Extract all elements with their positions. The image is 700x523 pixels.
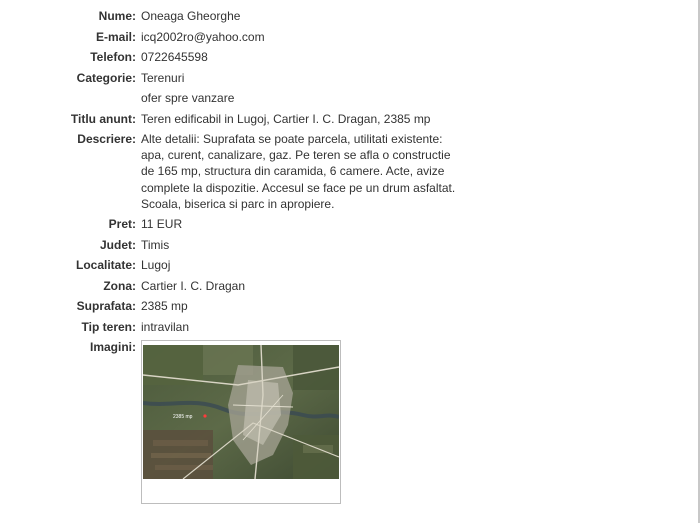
field-row-offer-type [0,90,463,107]
field-row-land-type [0,319,463,336]
field-row-county [0,237,463,254]
field-label-email: E-mail: [95,29,136,44]
field-row-images [0,339,463,504]
field-label-surface: Suprafata: [76,299,136,314]
field-row-description [0,131,463,212]
map-caption: 2385 mp [173,414,193,421]
field-label-zone: Zona: [103,278,136,293]
field-label-name: Nume: [98,9,136,23]
field-value-zone: Cartier I. C. Dragan [141,278,246,293]
field-value-surface: 2385 mp [141,299,188,314]
field-label-phone: Telefon: [90,50,136,64]
field-label-title: Titlu anunt: [70,111,136,126]
field-row-price [0,216,463,233]
field-label-description: Descriere: [77,132,136,146]
field-row-title [0,111,463,128]
field-label-county: Judet: [100,237,136,252]
field-label-images: Imagini: [89,340,136,355]
field-value-name: Oneaga Gheorghe [141,9,241,23]
field-value-title: Teren edificabil in Lugoj, Cartier I. C. Dragan, 2385 mp [141,111,431,126]
field-row-surface [0,298,463,315]
field-row-category [0,70,463,87]
field-value-offer-type: ofer spre vanzare [141,91,235,105]
field-value-email: icq2002ro@yahoo.com [141,29,265,44]
image-thumbnail-frame[interactable] [141,340,341,504]
field-label-price: Pret: [108,217,136,232]
field-value-description: Alte detalii: Suprafata se poate parcela, utilitati existente: apa, curent, canalizare, gaz. Pe teren se afla o constructie de 165 mp, structura din caramida, 6 camere. Acte, avize complete la dispozitie. Accesul se face pe un drum asfaltat. Scoala, biserica si parc in apropiere. [141,132,456,211]
field-row-phone [0,49,463,66]
field-row-locality [0,257,463,274]
field-value-locality: Lugoj [141,258,171,273]
field-value-county: Timis [141,237,170,252]
field-label-land-type: Tip teren: [81,319,136,334]
satellite-map-thumbnail[interactable] [143,345,339,479]
images-container [141,339,463,504]
field-value-phone: 0722645598 [141,50,208,64]
field-value-price: 11 EUR [141,217,183,232]
field-label-locality: Localitate: [75,258,136,273]
field-row-email [0,29,463,46]
field-value-category: Terenuri [141,70,185,85]
field-row-name [0,8,463,25]
listing-details [0,8,463,508]
field-value-land-type: intravilan [141,319,190,334]
field-label-category: Categorie: [76,70,136,85]
field-row-zone [0,278,463,295]
